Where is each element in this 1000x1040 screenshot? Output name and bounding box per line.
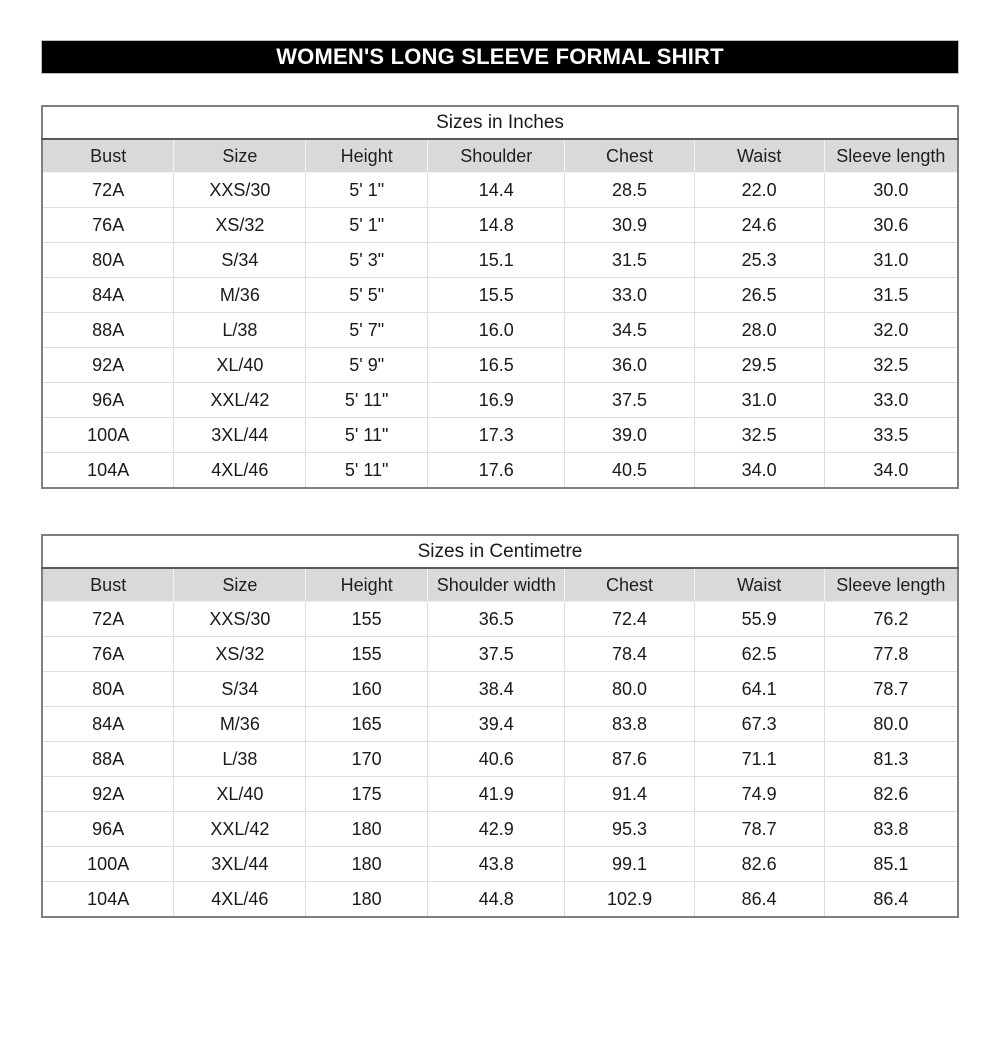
table-cell: 86.4 bbox=[694, 882, 824, 918]
table-cell: 5' 11" bbox=[306, 383, 428, 418]
table-cell: 32.5 bbox=[824, 348, 958, 383]
table-cell: 83.8 bbox=[565, 707, 694, 742]
table-cell: 83.8 bbox=[824, 812, 958, 847]
table-cell: XXS/30 bbox=[174, 602, 306, 637]
table-row bbox=[42, 742, 958, 777]
table-cell: 64.1 bbox=[694, 672, 824, 707]
table-cell: 3XL/44 bbox=[174, 847, 306, 882]
table-cell: 72A bbox=[42, 602, 174, 637]
table-cell: 5' 5" bbox=[306, 278, 428, 313]
table-row bbox=[42, 278, 958, 313]
table-cell: 180 bbox=[306, 882, 428, 918]
table-cell: 37.5 bbox=[428, 637, 565, 672]
table-cell: 88A bbox=[42, 313, 174, 348]
column-header: Sleeve length bbox=[824, 568, 958, 602]
table-cell: 5' 9" bbox=[306, 348, 428, 383]
table-cell: XS/32 bbox=[174, 208, 306, 243]
table-cell: 28.5 bbox=[565, 173, 694, 208]
table-cell: 165 bbox=[306, 707, 428, 742]
table-cell: 36.0 bbox=[565, 348, 694, 383]
column-header: Chest bbox=[565, 139, 694, 173]
table-cell: 24.6 bbox=[694, 208, 824, 243]
column-header: Waist bbox=[694, 568, 824, 602]
table-cell: S/34 bbox=[174, 243, 306, 278]
table-cell: 80.0 bbox=[824, 707, 958, 742]
table-cell: 26.5 bbox=[694, 278, 824, 313]
table-cell: XXL/42 bbox=[174, 812, 306, 847]
table-cell: 55.9 bbox=[694, 602, 824, 637]
table-cell: 95.3 bbox=[565, 812, 694, 847]
column-header: Bust bbox=[42, 568, 174, 602]
table-cell: 82.6 bbox=[694, 847, 824, 882]
inches-size-table bbox=[41, 105, 959, 489]
table-cell: 39.0 bbox=[565, 418, 694, 453]
table-cell: 86.4 bbox=[824, 882, 958, 918]
table-cell: 62.5 bbox=[694, 637, 824, 672]
table-title-row bbox=[42, 535, 958, 568]
column-header: Height bbox=[306, 568, 428, 602]
table-cell: 15.5 bbox=[428, 278, 565, 313]
table-cell: 32.0 bbox=[824, 313, 958, 348]
table-cell: 4XL/46 bbox=[174, 882, 306, 918]
table-cell: S/34 bbox=[174, 672, 306, 707]
table-row bbox=[42, 847, 958, 882]
table-cell: L/38 bbox=[174, 742, 306, 777]
table-row bbox=[42, 672, 958, 707]
table-row bbox=[42, 602, 958, 637]
table-cell: L/38 bbox=[174, 313, 306, 348]
page-title-bar bbox=[41, 40, 959, 74]
table-cell: 180 bbox=[306, 812, 428, 847]
table-cell: 78.7 bbox=[694, 812, 824, 847]
table-cell: XXL/42 bbox=[174, 383, 306, 418]
table-cell: 96A bbox=[42, 812, 174, 847]
table-body bbox=[42, 602, 958, 918]
page-title: WOMEN'S LONG SLEEVE FORMAL SHIRT bbox=[276, 44, 724, 69]
table-title-row bbox=[42, 106, 958, 139]
table-row bbox=[42, 313, 958, 348]
table-cell: 31.0 bbox=[824, 243, 958, 278]
table-cell: 16.0 bbox=[428, 313, 565, 348]
table-cell: 14.4 bbox=[428, 173, 565, 208]
column-header: Bust bbox=[42, 139, 174, 173]
table-cell: 74.9 bbox=[694, 777, 824, 812]
table-cell: 36.5 bbox=[428, 602, 565, 637]
table-cell: 92A bbox=[42, 348, 174, 383]
table-cell: M/36 bbox=[174, 707, 306, 742]
table-cell: 31.5 bbox=[824, 278, 958, 313]
table-row bbox=[42, 812, 958, 847]
table-header-row bbox=[42, 139, 958, 173]
table-cell: 37.5 bbox=[565, 383, 694, 418]
table-cell: 170 bbox=[306, 742, 428, 777]
table-cell: 5' 11" bbox=[306, 418, 428, 453]
table-cell: 180 bbox=[306, 847, 428, 882]
table-row bbox=[42, 777, 958, 812]
table-cell: 5' 11" bbox=[306, 453, 428, 489]
table-cell: 67.3 bbox=[694, 707, 824, 742]
column-header: Waist bbox=[694, 139, 824, 173]
table-row bbox=[42, 418, 958, 453]
table-cell: 104A bbox=[42, 453, 174, 489]
column-header: Chest bbox=[565, 568, 694, 602]
table-cell: 16.9 bbox=[428, 383, 565, 418]
table-cell: 175 bbox=[306, 777, 428, 812]
column-header: Size bbox=[174, 139, 306, 173]
table-cell: 16.5 bbox=[428, 348, 565, 383]
size-chart-page bbox=[0, 40, 1000, 1040]
table-cell: 25.3 bbox=[694, 243, 824, 278]
table-cell: 41.9 bbox=[428, 777, 565, 812]
table-cell: 31.5 bbox=[565, 243, 694, 278]
table-cell: 29.5 bbox=[694, 348, 824, 383]
table-cell: 17.6 bbox=[428, 453, 565, 489]
table-cell: 34.5 bbox=[565, 313, 694, 348]
table-cell: 155 bbox=[306, 602, 428, 637]
table-cell: 33.0 bbox=[824, 383, 958, 418]
table-row bbox=[42, 243, 958, 278]
table-cell: 4XL/46 bbox=[174, 453, 306, 489]
table-row bbox=[42, 453, 958, 489]
table-cell: 5' 1" bbox=[306, 208, 428, 243]
column-header: Sleeve length bbox=[824, 139, 958, 173]
table-cell: 34.0 bbox=[824, 453, 958, 489]
table-cell: 82.6 bbox=[824, 777, 958, 812]
column-header: Shoulder bbox=[428, 139, 565, 173]
table-title: Sizes in Centimetre bbox=[42, 535, 958, 568]
table-cell: 76A bbox=[42, 208, 174, 243]
table-title: Sizes in Inches bbox=[42, 106, 958, 139]
table-header-row bbox=[42, 568, 958, 602]
table-cell: 5' 3" bbox=[306, 243, 428, 278]
table-cell: 28.0 bbox=[694, 313, 824, 348]
table-cell: 76.2 bbox=[824, 602, 958, 637]
table-cell: 80A bbox=[42, 243, 174, 278]
column-header: Size bbox=[174, 568, 306, 602]
table-row bbox=[42, 173, 958, 208]
table-cell: 100A bbox=[42, 847, 174, 882]
table-cell: 72.4 bbox=[565, 602, 694, 637]
table-cell: 22.0 bbox=[694, 173, 824, 208]
table-row bbox=[42, 707, 958, 742]
table-cell: 38.4 bbox=[428, 672, 565, 707]
table-body bbox=[42, 173, 958, 489]
table-cell: 40.5 bbox=[565, 453, 694, 489]
table-cell: 72A bbox=[42, 173, 174, 208]
table-cell: 88A bbox=[42, 742, 174, 777]
table-cell: 34.0 bbox=[694, 453, 824, 489]
table-cell: XXS/30 bbox=[174, 173, 306, 208]
table-cell: 43.8 bbox=[428, 847, 565, 882]
table-cell: 39.4 bbox=[428, 707, 565, 742]
table-cell: 91.4 bbox=[565, 777, 694, 812]
table-cell: 81.3 bbox=[824, 742, 958, 777]
table-cell: 14.8 bbox=[428, 208, 565, 243]
table-cell: 77.8 bbox=[824, 637, 958, 672]
table-cell: 80.0 bbox=[565, 672, 694, 707]
table-cell: XL/40 bbox=[174, 348, 306, 383]
table-cell: 96A bbox=[42, 383, 174, 418]
table-cell: 102.9 bbox=[565, 882, 694, 918]
table-cell: 30.6 bbox=[824, 208, 958, 243]
table-row bbox=[42, 348, 958, 383]
table-row bbox=[42, 882, 958, 918]
table-cell: 17.3 bbox=[428, 418, 565, 453]
table-cell: 3XL/44 bbox=[174, 418, 306, 453]
table-row bbox=[42, 383, 958, 418]
table-cell: 15.1 bbox=[428, 243, 565, 278]
table-cell: 5' 7" bbox=[306, 313, 428, 348]
table-cell: 99.1 bbox=[565, 847, 694, 882]
table-cell: 71.1 bbox=[694, 742, 824, 777]
table-cell: 100A bbox=[42, 418, 174, 453]
table-cell: M/36 bbox=[174, 278, 306, 313]
table-cell: 78.4 bbox=[565, 637, 694, 672]
centimetre-size-table bbox=[41, 534, 959, 918]
table-cell: 84A bbox=[42, 278, 174, 313]
table-cell: 40.6 bbox=[428, 742, 565, 777]
table-cell: 31.0 bbox=[694, 383, 824, 418]
table-row bbox=[42, 208, 958, 243]
table-cell: 160 bbox=[306, 672, 428, 707]
table-cell: 155 bbox=[306, 637, 428, 672]
table-cell: 44.8 bbox=[428, 882, 565, 918]
table-cell: 42.9 bbox=[428, 812, 565, 847]
table-cell: 30.0 bbox=[824, 173, 958, 208]
table-cell: 85.1 bbox=[824, 847, 958, 882]
table-cell: 80A bbox=[42, 672, 174, 707]
table-cell: 5' 1" bbox=[306, 173, 428, 208]
table-cell: 78.7 bbox=[824, 672, 958, 707]
table-cell: 33.5 bbox=[824, 418, 958, 453]
column-header: Height bbox=[306, 139, 428, 173]
table-cell: 33.0 bbox=[565, 278, 694, 313]
table-cell: XL/40 bbox=[174, 777, 306, 812]
table-cell: 32.5 bbox=[694, 418, 824, 453]
table-cell: 92A bbox=[42, 777, 174, 812]
table-cell: 84A bbox=[42, 707, 174, 742]
table-cell: 30.9 bbox=[565, 208, 694, 243]
table-cell: 87.6 bbox=[565, 742, 694, 777]
table-cell: XS/32 bbox=[174, 637, 306, 672]
table-row bbox=[42, 637, 958, 672]
column-header: Shoulder width bbox=[428, 568, 565, 602]
table-cell: 104A bbox=[42, 882, 174, 918]
table-cell: 76A bbox=[42, 637, 174, 672]
